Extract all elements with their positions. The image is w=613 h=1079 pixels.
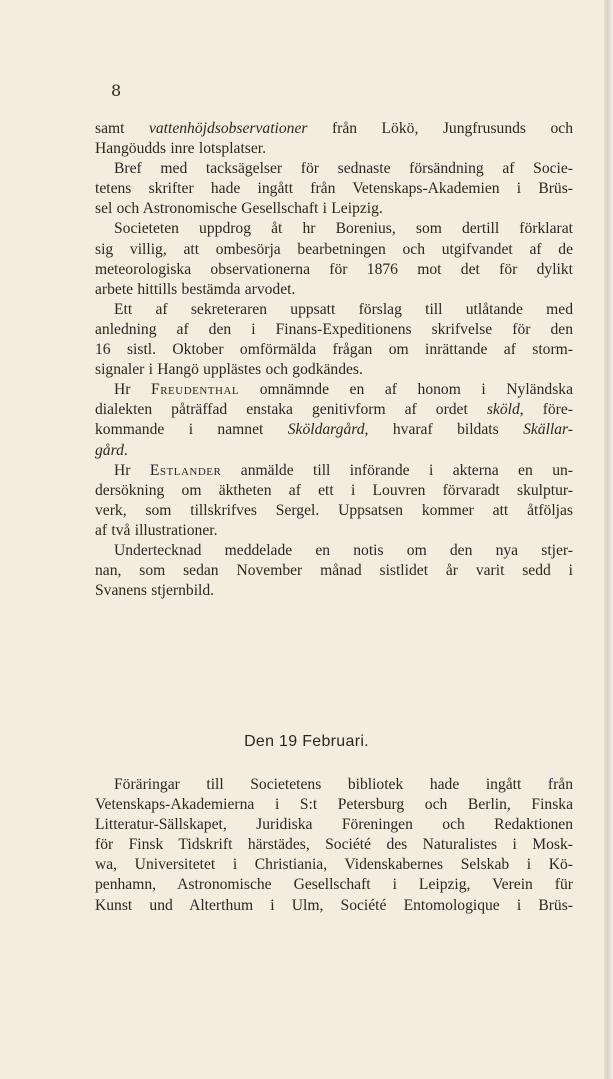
- text-run: Kunst und Alterthum i Ulm, Société Entomologique i Brüs-: [95, 896, 573, 914]
- text-run: anledning af den i Finans-Expeditionens skrifvelse för den: [95, 320, 573, 338]
- text-run: Undertecknad meddelade en notis om den nya stjer-: [114, 541, 573, 559]
- text-run: tetens skrifter hade ingått från Vetenskaps-Akademien i Brüs-: [95, 180, 573, 198]
- text-run: Bref med tacksägelser för sednaste försändning af Socie-: [114, 160, 573, 178]
- text-line: [95, 119, 573, 139]
- text-line: [95, 481, 573, 501]
- text-line: [95, 159, 573, 179]
- text-line: [95, 240, 573, 260]
- text-run: signaler i Hangö upplästes och godkändes.: [95, 361, 363, 379]
- text-block-donations: [95, 775, 573, 916]
- text-line: [95, 219, 573, 239]
- italic-term: Sköldargård: [287, 421, 365, 439]
- text-run: sel och Astronomische Gesellschaft i Leipzig.: [95, 200, 383, 218]
- text-line: [95, 260, 573, 280]
- text-block-minutes: [95, 119, 573, 601]
- text-line: [95, 501, 573, 521]
- text-line: [95, 855, 573, 875]
- text-run: omnämnde en af honom i Nyländska: [239, 381, 573, 399]
- text-line: [95, 521, 573, 541]
- text-run: anmälde till införande i akterna en un-: [221, 461, 573, 479]
- text-run: kommande i namnet: [95, 421, 288, 439]
- italic-term: Skällar-: [523, 421, 573, 439]
- text-run: Föräringar till Societetens bibliotek hade ingått från: [114, 776, 573, 793]
- text-run: , hvaraf bildats: [364, 421, 524, 439]
- person-name: Estlander: [149, 461, 222, 479]
- text-run: af två illustrationer.: [95, 521, 218, 539]
- text-run: Hr: [114, 381, 152, 399]
- text-line: [95, 380, 573, 400]
- text-line: [95, 835, 573, 855]
- text-line: [95, 139, 573, 159]
- text-run: .: [123, 441, 128, 459]
- italic-term: vattenhöjdsobservationer: [148, 120, 308, 137]
- text-line: [95, 815, 573, 835]
- text-run: penhamn, Astronomische Gesellschaft i Leipzig, Verein für: [95, 876, 573, 894]
- text-line: [95, 875, 573, 895]
- text-line: [95, 340, 573, 360]
- text-run: för Finsk Tidskrift härstädes, Société des Naturalistes i Mosk-: [95, 836, 573, 854]
- text-run: Ett af sekreteraren uppsatt förslag till utlåtande med: [114, 300, 573, 318]
- text-run: från Lökö, Jungfrusunds och: [307, 120, 573, 137]
- text-line: [95, 795, 573, 815]
- text-run: Svanens stjernbild.: [95, 582, 215, 600]
- text-line: [95, 441, 573, 461]
- text-line: [95, 300, 573, 320]
- text-line: [95, 775, 573, 795]
- text-line: [95, 179, 573, 199]
- text-run: wa, Universitetet i Christiania, Videnskabernes Selskab i Kö-: [95, 856, 573, 874]
- text-line: [95, 360, 573, 380]
- text-run: Hangöudds inre lotsplatser.: [95, 140, 267, 158]
- page-edge: [604, 0, 613, 1079]
- text-run: meteorologiska observationerna för 1876 mot det för dylikt: [95, 260, 573, 278]
- text-run: Vetenskaps-Akademierna i S:t Petersburg och Berlin, Finska: [95, 796, 573, 814]
- text-run: Societeten uppdrog åt hr Borenius, som dertill förklarat: [114, 220, 573, 238]
- page-number: 8: [111, 81, 122, 100]
- italic-term: gård: [95, 441, 124, 459]
- text-line: [95, 461, 573, 481]
- text-line: [95, 280, 573, 300]
- text-line: [95, 561, 573, 581]
- text-line: [95, 581, 573, 601]
- text-line: [95, 896, 573, 916]
- text-run: verk, som tillskrifves Sergel. Uppsatsen kommer att åtföljas: [95, 501, 573, 519]
- section-heading: Den 19 Februari.: [244, 733, 369, 750]
- text-run: sig villig, att ombesörja bearbetningen och utgifvandet af de: [95, 240, 573, 258]
- text-run: dialekten påträffad enstaka genitivform af ordet: [95, 401, 487, 419]
- text-run: 16 sistl. Oktober omförmälda frågan om inrättande af storm-: [95, 341, 573, 359]
- text-run: samt: [95, 120, 149, 137]
- text-run: Litteratur-Sällskapet, Juridiska Föreningen och Redaktionen: [95, 816, 573, 834]
- text-run: arbete hittills bestämda arvodet.: [95, 280, 296, 298]
- text-line: [95, 541, 573, 561]
- text-line: [95, 420, 573, 440]
- text-line: [95, 320, 573, 340]
- text-run: nan, som sedan November månad sistlidet år varit sedd i: [95, 562, 573, 580]
- italic-term: sköld: [486, 401, 520, 419]
- person-name: Freudenthal: [151, 381, 240, 399]
- text-run: , före-: [519, 401, 573, 419]
- text-run: dersökning om äktheten af ett i Louvren förvaradt skulptur-: [95, 481, 573, 499]
- text-run: Hr: [114, 461, 150, 479]
- text-line: [95, 400, 573, 420]
- text-line: [95, 199, 573, 219]
